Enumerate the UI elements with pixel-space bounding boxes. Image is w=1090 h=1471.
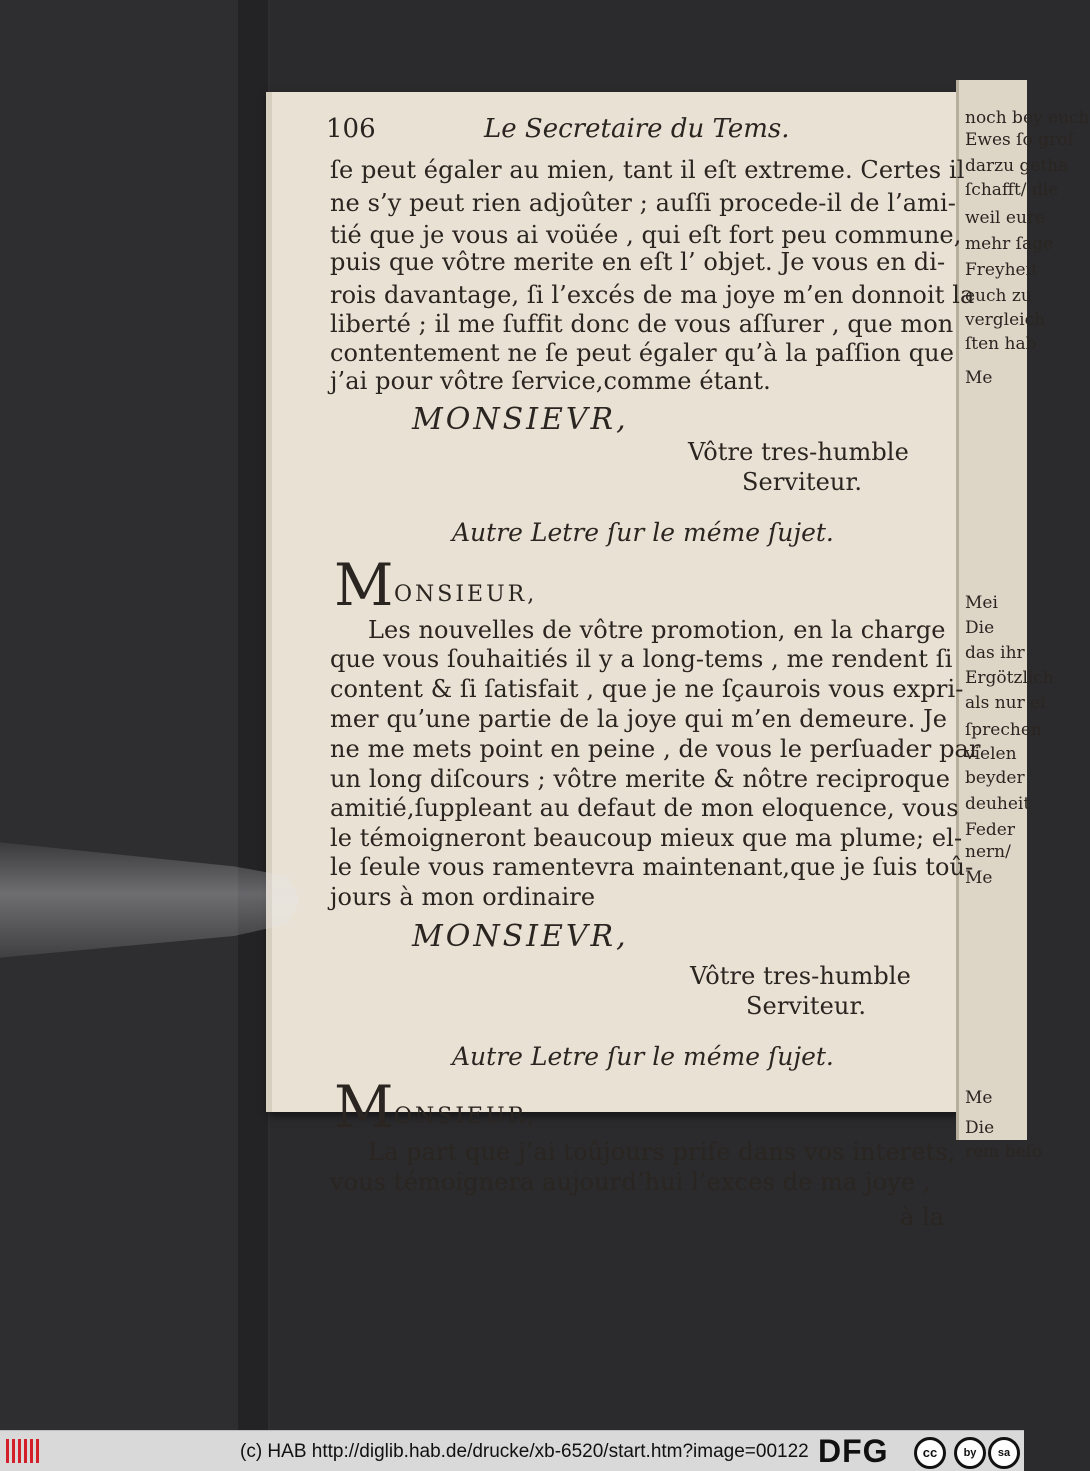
facing-page-fragment: vergleich: [965, 310, 1046, 330]
letter2-line: jours à mon ordinaire: [330, 883, 596, 911]
letter2-dropcap: M: [334, 551, 394, 619]
facing-page-fragment: mehr ſage: [965, 234, 1054, 254]
facing-page-fragment: Die: [965, 1118, 995, 1138]
background-left: [0, 0, 270, 1430]
facing-page-edge: [956, 80, 1090, 1162]
facing-page-fragment: ſchafft/ die: [965, 180, 1059, 200]
facing-page-fragment: Me: [965, 368, 993, 388]
running-title: Le Secretaire du Tems.: [484, 114, 790, 144]
letter2-line: amitié,ſuppleant au defaut de mon eloquence, vous: [330, 794, 959, 822]
letter3-heading: Autre Letre ſur le méme ſujet.: [452, 1042, 834, 1071]
footer-bar: [0, 1430, 1024, 1471]
letter1-line: j’ai pour vôtre ſervice,comme étant.: [330, 367, 771, 395]
letter3-opening: ONSIEUR,: [394, 1104, 538, 1129]
page-number: 106: [326, 114, 376, 144]
letter1-line: ne s’y peut rien adjoûter ; auſſi procede-il de l’ami-: [330, 189, 957, 217]
facing-page-fragment: vielen: [965, 744, 1017, 764]
catchword: à la: [900, 1203, 945, 1231]
facing-page-fragment: Freyheit: [965, 260, 1038, 280]
letter2-heading: Autre Letre ſur le méme ſujet.: [452, 518, 834, 547]
hab-logo-icon: [6, 1439, 42, 1463]
letter2-line: le ſeule vous ramentevra maintenant,que je ſuis toû-: [330, 853, 974, 881]
letter2-salutation: MONSIEVR,: [412, 919, 629, 954]
dfg-logo: DFG: [818, 1433, 889, 1469]
facing-page-fragment: Feder: [965, 820, 1015, 840]
letter2-line: que vous ſouhaitiés il y a long-tems , me rendent ſi: [330, 645, 953, 673]
facing-page-fragment: Me: [965, 1088, 993, 1108]
letter2-line: un long diſcours ; vôtre merite & nôtre reciproque: [330, 765, 951, 793]
facing-page-fragment: das ihr: [965, 643, 1025, 663]
letter1-line: contentement ne ſe peut égaler qu’à la paſſion que: [330, 339, 955, 367]
facing-page-fragment: als nur ei: [965, 693, 1046, 713]
facing-page-fragment: nern/: [965, 842, 1011, 862]
sa-license-icon[interactable]: sa: [988, 1437, 1020, 1469]
letter2-line: mer qu’une partie de la joye qui m’en demeure. Je: [330, 705, 948, 733]
facing-page-fragment: rem beſo: [965, 1142, 1043, 1162]
letter2-opening: ONSIEUR,: [394, 582, 538, 607]
letter2-closing: Vôtre tres-humble: [690, 962, 911, 990]
facing-page-fragment: Ewes ſo groſ: [965, 130, 1074, 150]
facing-page-fragment: euch zu: [965, 286, 1032, 306]
letter2-line: Les nouvelles de vôtre promotion, en la charge: [368, 616, 946, 644]
facing-page-fragment: Ergötzlich: [965, 668, 1054, 688]
letter1-salutation: MONSIEVR,: [412, 402, 629, 437]
facing-page-fragment: Die: [965, 618, 995, 638]
facing-page-fragment: Me: [965, 868, 993, 888]
letter2-line: ne me mets point en peine , de vous le perſuader par: [330, 735, 981, 763]
facing-page-fragment: ſprechen: [965, 720, 1042, 740]
facing-page-fragment: beyder: [965, 768, 1025, 788]
cc-license-icon[interactable]: cc: [914, 1437, 946, 1469]
letter3-line: La part que j’ai toûjours priſe dans vos interets,: [368, 1138, 956, 1166]
letter1-line: ſe peut égaler au mien, tant il eſt extreme. Certes il: [330, 156, 965, 184]
facing-page-fragment: Mei: [965, 593, 998, 613]
letter1-line: rois davantage, ſi l’excés de ma joye m’en donnoit la: [330, 281, 975, 309]
facing-page-fragment: noch bey euch: [965, 108, 1090, 128]
copyright-link[interactable]: (c) HAB http://diglib.hab.de/drucke/xb-6520/start.htm?image=00122: [240, 1441, 809, 1462]
letter2-line: content & ſi ſatisfait , que je ne ſçaurois vous expri-: [330, 675, 964, 703]
letter2-signature: Serviteur.: [746, 992, 867, 1020]
facing-page-fragment: weil eure: [965, 208, 1046, 228]
facing-page-fragment: deuheit: [965, 794, 1031, 814]
letter3-dropcap: M: [334, 1073, 394, 1141]
letter2-line: le témoigneront beaucoup mieux que ma plume; el-: [330, 824, 963, 852]
letter1-line: liberté ; il me ſuffit donc de vous aſſurer , que mon: [330, 310, 954, 338]
facing-page-fragment: darzu getha: [965, 156, 1069, 176]
letter1-line: puis que vôtre merite en eſt l’ objet. Je vous en di-: [330, 248, 946, 276]
letter3-line: vous témoignera aujourd’hui l’exces de ma joye ,: [330, 1168, 931, 1196]
letter1-line: tié que je vous ai voüée , qui eſt fort peu commune,: [330, 221, 962, 249]
letter1-signature: Serviteur.: [742, 468, 863, 496]
background-stripe: [238, 0, 268, 1430]
facing-page-fragment: ſten hab: [965, 334, 1037, 354]
by-license-icon[interactable]: by: [954, 1437, 986, 1469]
letter1-closing: Vôtre tres-humble: [688, 438, 909, 466]
